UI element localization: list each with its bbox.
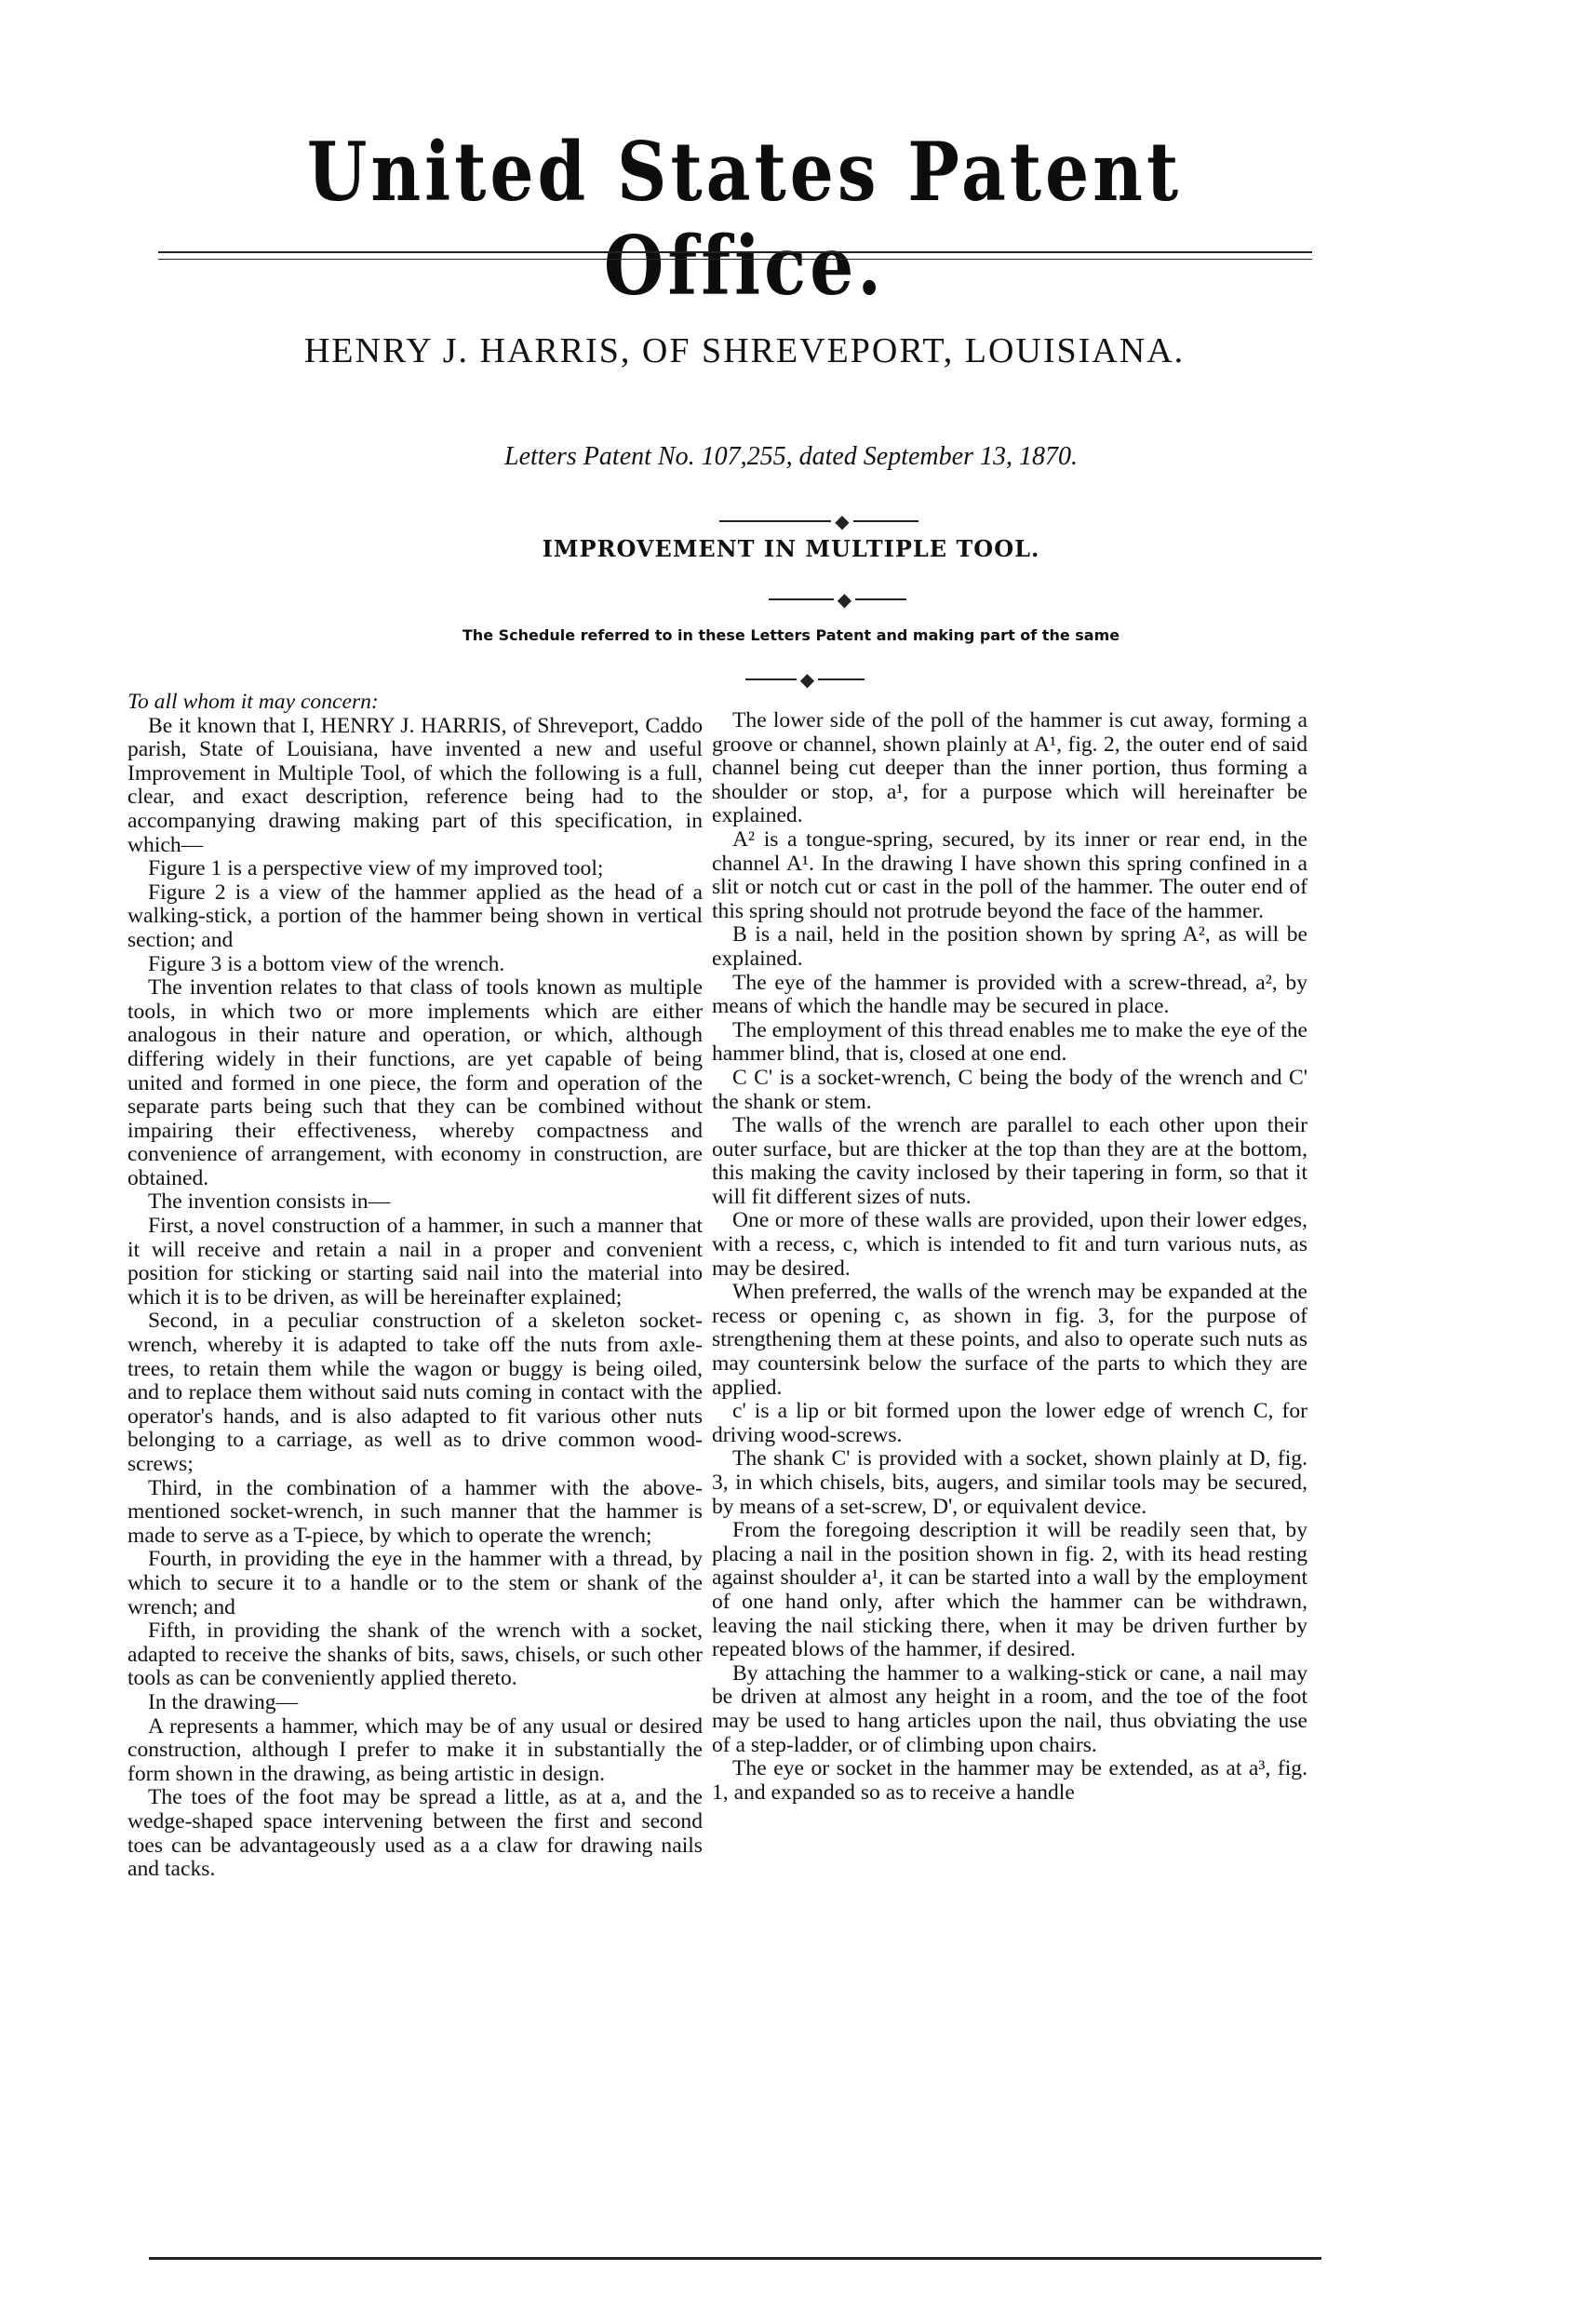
- inventor-line: HENRY J. HARRIS, OF SHREVEPORT, LOUISIANA.: [303, 331, 1186, 370]
- paragraph: Third, in the combination of a hammer with the above-mentioned socket-wrench, in such manner that the hammer is made to serve as a T-piece, by which to operate the wrench;: [127, 1475, 703, 1548]
- paragraph: The shank C' is provided with a socket, shown plainly at D, fig. 3, in which chisels, bits, augers, and similar tools may be secured, by means of a set-screw, D', or equivalent device.: [712, 1446, 1307, 1519]
- paragraph: The lower side of the poll of the hammer is cut away, forming a groove or channel, shown plainly at A¹, fig. 2, the outer end of said channel being cut deeper than the inner portion, thus forming a shoulder or stop, a¹, for a purpose which will hereinafter be explained.: [712, 708, 1307, 828]
- paragraph: Figure 3 is a bottom view of the wrench.: [148, 951, 505, 976]
- ornament-divider-2: ◆: [651, 588, 1024, 609]
- paragraph: One or more of these walls are provided, upon their lower edges, with a recess, c, which is intended to fit and turn various nuts, as may be desired.: [712, 1208, 1307, 1281]
- patent-number-line: Letters Patent No. 107,255, dated September 13, 1870.: [504, 442, 1078, 471]
- paragraph: The toes of the foot may be spread a little, as at a, and the wedge-shaped space intervening between the first and second toes can be advantageously used as a a claw for drawing nails and tacks.: [127, 1785, 703, 1882]
- paragraph: A represents a hammer, which may be of any usual or desired construction, although I prefer to make it in substantially the form shown in the drawing, as being artistic in design.: [127, 1713, 703, 1786]
- schedule-note: The Schedule referred to in these Letters Patent and making part of the same: [462, 626, 1120, 644]
- left-text-column: [127, 691, 703, 1882]
- paragraph: Be it known that I, HENRY J. HARRIS, of Shreveport, Caddo parish, State of Louisiana, have invented a new and useful Improvement in Multiple Tool, of which the following is a full, clear, and exact description, reference being had to the accompanying drawing making part of this specification, in which—: [127, 713, 703, 857]
- paragraph: The invention relates to that class of tools known as multiple tools, in which two or more implements which are either analogous in their nature and operation, or which, although differing widely in their functions, are yet capable of being united and formed in one piece, the form and operation of the separate parts being such that they can be combined without impairing their effectiveness, whereby compactness and convenience of arrangement, with economy in construction, are obtained.: [127, 975, 703, 1190]
- paragraph: Fourth, in providing the eye in the hammer with a thread, by which to secure it to a handle or to the stem or shank of the wrench; and: [127, 1547, 703, 1619]
- paragraph: The employment of this thread enables me to make the eye of the hammer blind, that is, closed at one end.: [712, 1017, 1307, 1067]
- paragraph: Figure 1 is a perspective view of my improved tool;: [148, 856, 604, 881]
- paragraph: C C' is a socket-wrench, C being the body of the wrench and C' the shank or stem.: [712, 1065, 1307, 1114]
- paragraph: A² is a tongue-spring, secured, by its inner or rear end, in the channel A¹. In the drawing I have shown this spring confined in a slit or notch cut or cast in the poll of the hammer. The outer end of this spring should not protrude beyond the face of the hammer.: [712, 826, 1307, 923]
- masthead-title: United States Patent Office.: [306, 125, 1183, 315]
- ornament-divider-1: ◆: [586, 510, 1052, 531]
- paragraph: The eye of the hammer is provided with a screw-thread, a², by means of which the handle may be secured in place.: [712, 970, 1307, 1019]
- salutation: To all whom it may concern:: [127, 690, 379, 714]
- invention-heading: IMPROVEMENT IN MULTIPLE TOOL.: [542, 535, 1040, 562]
- paragraph: Second, in a peculiar construction of a skeleton socket-wrench, whereby it is adapted to take off the nuts from axle-trees, to retain them while the wagon or buggy is being oiled, and to replace them without said nuts coming in contact with the operator's hands, and is also adapted to fit various other nuts belonging to a carriage, as well as to drive common wood-screws;: [127, 1309, 703, 1476]
- paragraph: Fifth, in providing the shank of the wrench with a socket, adapted to receive the shanks of bits, saws, chisels, or such other tools as can be conveniently applied thereto.: [127, 1619, 703, 1691]
- right-text-column: [712, 709, 1307, 1805]
- paragraph: Figure 2 is a view of the hammer applied as the head of a walking-stick, a portion of the hammer being shown in vertical section; and: [127, 880, 703, 952]
- masthead-rule-top: [158, 251, 1312, 253]
- paragraph: By attaching the hammer to a walking-stick or cane, a nail may be driven at almost any height in a room, and the toe of the foot may be used to hang articles upon the nail, thus obviating the use of a step-ladder, or of climbing upon chairs.: [712, 1660, 1307, 1757]
- paragraph: c' is a lip or bit formed upon the lower edge of wrench C, for driving wood-screws.: [712, 1399, 1307, 1447]
- paragraph: In the drawing—: [148, 1689, 299, 1714]
- ornament-divider-3: ◆: [619, 668, 991, 689]
- paragraph: From the foregoing description it will be readily seen that, by placing a nail in the position shown in fig. 2, with its head resting against shoulder a¹, it can be started into a wall by the employment of one hand only, after which the hammer can be withdrawn, leaving the nail sticking there, when it may be driven further by repeated blows of the hammer, if desired.: [712, 1518, 1307, 1662]
- paragraph: B is a nail, held in the position shown by spring A², as will be explained.: [712, 922, 1307, 971]
- masthead-rule-bottom: [158, 259, 1312, 260]
- paragraph: When preferred, the walls of the wrench may be expanded at the recess or opening c, as shown in fig. 3, for the purpose of strengthening them at these points, and also to operate such nuts as may countersink below the surface of the parts to which they are applied.: [712, 1280, 1307, 1400]
- paragraph: The eye or socket in the hammer may be extended, as at a³, fig. 1, and expanded so as to receive a handle: [712, 1756, 1307, 1805]
- bottom-rule: [149, 2257, 1321, 2260]
- paragraph: The invention consists in—: [148, 1189, 391, 1215]
- paragraph: First, a novel construction of a hammer, in such a manner that it will receive and retain a nail in a proper and convenient position for sticking or starting said nail into the material into which it is to be driven, as will be hereinafter explained;: [127, 1214, 703, 1310]
- paragraph: The walls of the wrench are parallel to each other upon their outer surface, but are thicker at the top than they are at the bottom, this making the cavity inclosed by their tapering in form, so that it will fit different sizes of nuts.: [712, 1113, 1307, 1209]
